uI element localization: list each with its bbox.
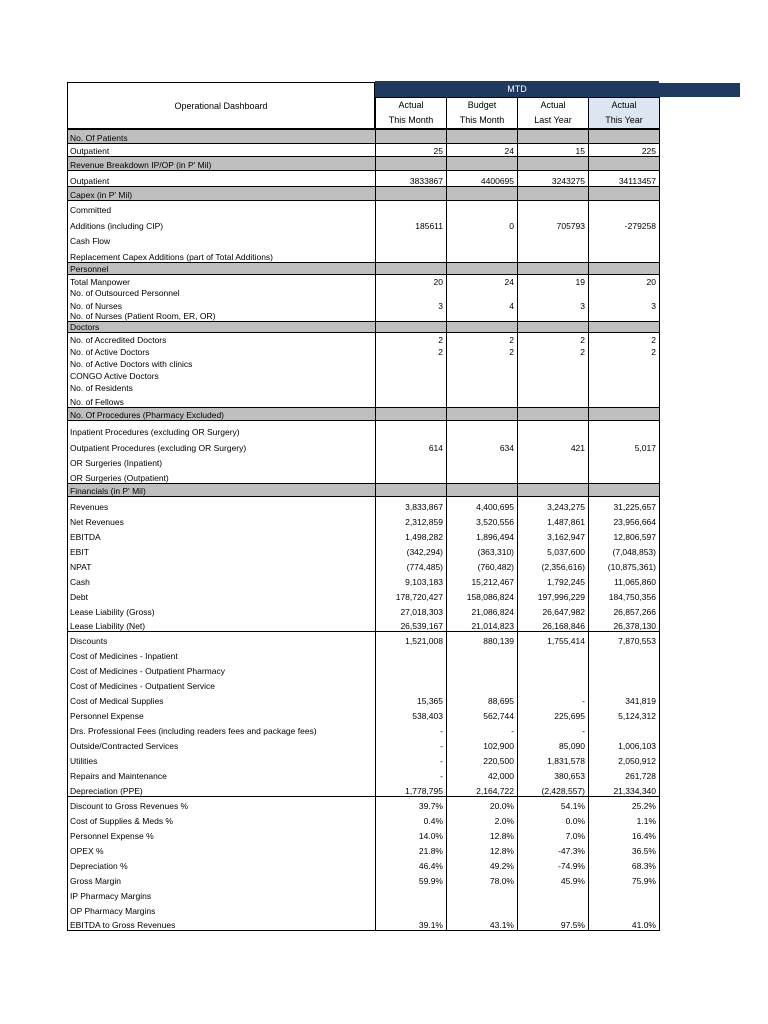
row-label: OR Surgeries (Inpatient) bbox=[70, 458, 163, 468]
row-value-col-4: 41.0% bbox=[631, 920, 656, 930]
row-value-col-3: 1,831,578 bbox=[547, 756, 585, 766]
column-divider bbox=[375, 129, 376, 930]
row-value-col-3: 85,090 bbox=[559, 741, 585, 751]
row-value-col-2: 24 bbox=[504, 146, 514, 156]
row-value-col-2: (760,482) bbox=[477, 562, 514, 572]
row-value-col-4: 68.3% bbox=[631, 861, 656, 871]
row-value-col-1: 1,778,795 bbox=[405, 786, 443, 796]
row-label: Cost of Medicines - Inpatient bbox=[70, 651, 178, 661]
row-value-col-2: 88,695 bbox=[488, 696, 514, 706]
table-row bbox=[67, 287, 660, 298]
row-value-col-2: 2.0% bbox=[494, 816, 514, 826]
row-value-col-2: 4 bbox=[509, 301, 514, 311]
table-row bbox=[67, 357, 660, 369]
table-row bbox=[67, 721, 660, 736]
row-value-col-4: 16.4% bbox=[631, 831, 656, 841]
col-header-actual-last-year: Actual Last Year bbox=[517, 97, 589, 129]
row-value-col-1: 39.7% bbox=[418, 801, 443, 811]
row-value-col-4: 225 bbox=[641, 146, 656, 156]
column-divider bbox=[517, 129, 518, 930]
row-value-col-3: 1,792,245 bbox=[547, 577, 585, 587]
group-divider bbox=[67, 631, 660, 632]
row-value-col-1: 3,833,867 bbox=[405, 502, 443, 512]
row-value-col-1: (342,294) bbox=[406, 547, 443, 557]
section-header-row bbox=[67, 156, 660, 171]
col-header-actual-this-month: Actual This Month bbox=[375, 97, 447, 129]
row-label: Doctors bbox=[70, 322, 100, 332]
row-label: EBITDA to Gross Revenues bbox=[70, 920, 176, 930]
row-value-col-2: 2 bbox=[509, 347, 514, 357]
table-row bbox=[67, 676, 660, 691]
row-label: Revenues bbox=[70, 502, 109, 512]
table-row bbox=[67, 298, 660, 311]
row-value-col-1: 185611 bbox=[415, 221, 443, 231]
row-value-col-3: 2 bbox=[580, 347, 585, 357]
row-value-col-2: (363,310) bbox=[477, 547, 514, 557]
row-value-col-2: 20.0% bbox=[489, 801, 514, 811]
row-label: Outpatient bbox=[70, 176, 110, 186]
table-row bbox=[67, 275, 660, 287]
row-value-col-4: 75.9% bbox=[631, 876, 656, 886]
mtd-header: MTD bbox=[375, 81, 659, 97]
row-value-col-2: 12.8% bbox=[489, 831, 514, 841]
row-label: Debt bbox=[70, 592, 88, 602]
table-row bbox=[67, 811, 660, 826]
table-row bbox=[67, 572, 660, 587]
row-label: Cash Flow bbox=[70, 236, 111, 246]
row-label: Discounts bbox=[70, 636, 108, 646]
row-value-col-2: 78.0% bbox=[489, 876, 514, 886]
row-value-col-1: 27,018,303 bbox=[400, 607, 443, 617]
row-label: Cash bbox=[70, 577, 90, 587]
row-value-col-4: 341,819 bbox=[625, 696, 656, 706]
table-row bbox=[67, 527, 660, 542]
row-value-col-1: - bbox=[440, 741, 443, 751]
row-value-col-1: 15,365 bbox=[417, 696, 443, 706]
row-label: Net Revenues bbox=[70, 517, 124, 527]
table-row bbox=[67, 468, 660, 483]
section-header-row bbox=[67, 262, 660, 275]
row-value-col-1: 1,521,008 bbox=[405, 636, 443, 646]
table-row bbox=[67, 661, 660, 676]
row-value-col-3: 1,487,861 bbox=[547, 517, 585, 527]
row-label: Depreciation (PPE) bbox=[70, 786, 143, 796]
row-label: Capex (in P' Mil) bbox=[70, 190, 133, 200]
table-row bbox=[67, 826, 660, 841]
row-value-col-4: 11,065,860 bbox=[614, 577, 656, 587]
row-value-col-1: 3 bbox=[438, 301, 443, 311]
row-value-col-4: 31,225,657 bbox=[613, 502, 656, 512]
row-value-col-2: 12.8% bbox=[489, 846, 514, 856]
row-value-col-4: 2 bbox=[651, 335, 656, 345]
row-value-col-2: 21,086,824 bbox=[471, 607, 514, 617]
row-value-col-4: 1.1% bbox=[636, 816, 656, 826]
section-header-row bbox=[67, 407, 660, 421]
table-row bbox=[67, 557, 660, 572]
row-label: No. of Active Doctors bbox=[70, 347, 150, 357]
section-header-row bbox=[67, 483, 660, 497]
row-value-col-3: 19 bbox=[575, 277, 585, 287]
row-value-col-2: 634 bbox=[499, 443, 514, 453]
column-divider bbox=[446, 129, 447, 930]
row-value-col-4: 36.5% bbox=[631, 846, 656, 856]
table-row bbox=[67, 886, 660, 901]
row-value-col-3: 197,996,229 bbox=[537, 592, 585, 602]
row-value-col-2: 24 bbox=[504, 277, 514, 287]
table-row bbox=[67, 617, 660, 631]
row-value-col-3: 7.0% bbox=[565, 831, 585, 841]
row-value-col-3: 705793 bbox=[556, 221, 585, 231]
table-row bbox=[67, 497, 660, 512]
row-label: No. of Outsourced Personnel bbox=[70, 288, 180, 298]
row-value-col-2: - bbox=[511, 726, 514, 736]
row-value-col-3: 26,647,982 bbox=[542, 607, 585, 617]
row-label: Outside/Contracted Services bbox=[70, 741, 179, 751]
row-value-col-4: 7,870,553 bbox=[618, 636, 656, 646]
row-value-col-2: 4,400,695 bbox=[476, 502, 514, 512]
row-value-col-1: 20 bbox=[433, 277, 443, 287]
row-value-col-1: - bbox=[440, 756, 443, 766]
row-value-col-4: 2 bbox=[651, 347, 656, 357]
row-label: No. Of Procedures (Pharmacy Excluded) bbox=[70, 410, 225, 420]
row-label: Revenue Breakdown IP/OP (in P' Mil) bbox=[70, 160, 212, 170]
row-label: Repairs and Maintenance bbox=[70, 771, 167, 781]
row-value-col-1: 59.9% bbox=[418, 876, 443, 886]
table-row bbox=[67, 333, 660, 345]
row-value-col-3: 380,653 bbox=[554, 771, 585, 781]
row-value-col-3: 3 bbox=[580, 301, 585, 311]
table-row bbox=[67, 587, 660, 602]
row-value-col-3: 225,695 bbox=[554, 711, 585, 721]
row-value-col-3: 421 bbox=[570, 443, 585, 453]
row-value-col-3: 15 bbox=[575, 146, 585, 156]
row-value-col-1: 3833867 bbox=[409, 176, 443, 186]
row-value-col-2: 0 bbox=[509, 221, 514, 231]
row-label: Discount to Gross Revenues % bbox=[70, 801, 189, 811]
row-value-col-1: 538,403 bbox=[412, 711, 443, 721]
row-value-col-2: 1,896,494 bbox=[476, 532, 514, 542]
table-bottom-border bbox=[67, 930, 660, 931]
row-label: Lease Liability (Net) bbox=[70, 621, 146, 631]
row-value-col-1: - bbox=[440, 726, 443, 736]
row-label: No. of Active Doctors with clinics bbox=[70, 359, 193, 369]
table-row bbox=[67, 311, 660, 321]
table-row bbox=[67, 916, 660, 930]
row-label: Utilities bbox=[70, 756, 98, 766]
col-header-actual-this-year: Actual This Year bbox=[588, 97, 660, 129]
row-value-col-1: 21.8% bbox=[418, 846, 443, 856]
row-value-col-3: 3,162,947 bbox=[547, 532, 585, 542]
row-value-col-3: 97.5% bbox=[560, 920, 585, 930]
row-label: No. Of Patients bbox=[70, 133, 128, 143]
table-row bbox=[67, 345, 660, 357]
row-label: Drs. Professional Fees (including readers fees and package fees) bbox=[70, 726, 317, 736]
row-value-col-3: 5,037,600 bbox=[547, 547, 585, 557]
row-value-col-2: 158,086,824 bbox=[466, 592, 514, 602]
row-value-col-4: 25.2% bbox=[631, 801, 656, 811]
row-value-col-2: 42,000 bbox=[488, 771, 514, 781]
table-row bbox=[67, 796, 660, 811]
table-row bbox=[67, 381, 660, 393]
row-value-col-1: 2 bbox=[438, 335, 443, 345]
table-row bbox=[67, 512, 660, 527]
row-label: Outpatient Procedures (excluding OR Surgery) bbox=[70, 443, 247, 453]
row-value-col-4: 21,334,340 bbox=[613, 786, 656, 796]
row-value-col-3: -74.9% bbox=[558, 861, 585, 871]
table-row bbox=[67, 766, 660, 781]
row-label: EBITDA bbox=[70, 532, 101, 542]
row-value-col-1: 46.4% bbox=[418, 861, 443, 871]
row-value-col-4: 20 bbox=[646, 277, 656, 287]
row-value-col-4: 23,956,664 bbox=[613, 517, 656, 527]
row-value-col-3: 3243275 bbox=[551, 176, 585, 186]
row-value-col-1: 9,103,183 bbox=[405, 577, 443, 587]
row-label: Additions (including CIP) bbox=[70, 221, 164, 231]
row-value-col-4: -279258 bbox=[624, 221, 656, 231]
table-row bbox=[67, 691, 660, 706]
table-row bbox=[67, 231, 660, 246]
row-label: No. of Accredited Doctors bbox=[70, 335, 167, 345]
row-value-col-4: 2,050,912 bbox=[618, 756, 656, 766]
row-label: Gross Margin bbox=[70, 876, 122, 886]
row-value-col-1: 26,539,167 bbox=[400, 621, 443, 631]
table-row bbox=[67, 901, 660, 916]
table-row bbox=[67, 393, 660, 407]
row-label: Replacement Capex Additions (part of Total Additions) bbox=[70, 252, 274, 262]
row-value-col-4: 5,017 bbox=[634, 443, 656, 453]
row-value-col-3: -47.3% bbox=[558, 846, 585, 856]
row-value-col-4: (10,875,361) bbox=[607, 562, 656, 572]
row-value-col-1: 2,312,859 bbox=[405, 517, 443, 527]
header-accent-bar bbox=[659, 83, 740, 97]
dashboard-title: Operational Dashboard bbox=[67, 82, 375, 129]
row-value-col-3: - bbox=[582, 696, 585, 706]
row-label: Cost of Medical Supplies bbox=[70, 696, 164, 706]
row-value-col-1: 14.0% bbox=[418, 831, 443, 841]
table-row bbox=[67, 736, 660, 751]
row-value-col-2: 3,520,556 bbox=[476, 517, 514, 527]
section-header-row bbox=[67, 129, 660, 144]
row-value-col-1: 39.1% bbox=[418, 920, 443, 930]
row-value-col-3: 2 bbox=[580, 335, 585, 345]
row-label: Cost of Medicines - Outpatient Service bbox=[70, 681, 216, 691]
table-row bbox=[67, 369, 660, 381]
row-value-col-3: 54.1% bbox=[560, 801, 585, 811]
row-label: No. of Fellows bbox=[70, 397, 124, 407]
row-label: Personnel bbox=[70, 264, 109, 274]
row-value-col-1: (774,485) bbox=[406, 562, 443, 572]
row-label: Inpatient Procedures (excluding OR Surgery) bbox=[70, 427, 240, 437]
table-row bbox=[67, 751, 660, 766]
row-label: Personnel Expense % bbox=[70, 831, 154, 841]
table-row bbox=[67, 856, 660, 871]
row-value-col-2: 21,014,823 bbox=[471, 621, 514, 631]
row-label: Committed bbox=[70, 205, 112, 215]
row-label: Cost of Medicines - Outpatient Pharmacy bbox=[70, 666, 225, 676]
row-value-col-2: 2 bbox=[509, 335, 514, 345]
row-value-col-1: - bbox=[440, 771, 443, 781]
row-value-col-1: 25 bbox=[433, 146, 443, 156]
table-row bbox=[67, 646, 660, 661]
row-label: No. of Nurses bbox=[70, 301, 122, 311]
table-row bbox=[67, 706, 660, 721]
row-value-col-4: 184,750,356 bbox=[608, 592, 656, 602]
row-value-col-1: 2 bbox=[438, 347, 443, 357]
table-row bbox=[67, 201, 660, 215]
table-row bbox=[67, 421, 660, 437]
row-label: OP Pharmacy Margins bbox=[70, 906, 156, 916]
row-value-col-1: 1,498,282 bbox=[405, 532, 443, 542]
table-row bbox=[67, 871, 660, 886]
row-label: No. of Nurses (Patient Room, ER, OR) bbox=[70, 311, 216, 321]
row-value-col-2: 4400695 bbox=[480, 176, 514, 186]
table-row bbox=[67, 542, 660, 557]
row-value-col-3: - bbox=[582, 726, 585, 736]
row-value-col-4: 261,728 bbox=[625, 771, 656, 781]
group-divider bbox=[67, 796, 660, 797]
row-label: Personnel Expense bbox=[70, 711, 144, 721]
column-divider bbox=[588, 129, 589, 930]
row-value-col-4: 12,806,597 bbox=[613, 532, 656, 542]
row-label: Financials (in P' Mil) bbox=[70, 486, 146, 496]
row-value-col-2: 880,139 bbox=[483, 636, 514, 646]
row-value-col-2: 102,900 bbox=[483, 741, 514, 751]
table-row bbox=[67, 602, 660, 617]
table-row bbox=[67, 437, 660, 453]
row-label: OPEX % bbox=[70, 846, 104, 856]
section-header-row bbox=[67, 186, 660, 201]
row-value-col-4: 34113457 bbox=[618, 176, 656, 186]
row-label: EBIT bbox=[70, 547, 89, 557]
table-row bbox=[67, 453, 660, 468]
row-value-col-1: 0.4% bbox=[423, 816, 443, 826]
row-value-col-2: 562,744 bbox=[483, 711, 514, 721]
row-label: CONGO Active Doctors bbox=[70, 371, 159, 381]
row-value-col-4: 1,006,103 bbox=[618, 741, 656, 751]
table-row bbox=[67, 246, 660, 262]
row-value-col-3: 1,755,414 bbox=[547, 636, 585, 646]
row-value-col-4: 3 bbox=[651, 301, 656, 311]
row-value-col-3: 3,243,275 bbox=[547, 502, 585, 512]
row-label: No. of Residents bbox=[70, 383, 133, 393]
table-row bbox=[67, 144, 660, 156]
section-header-row bbox=[67, 321, 660, 333]
row-label: Cost of Supplies & Meds % bbox=[70, 816, 173, 826]
row-value-col-1: 614 bbox=[428, 443, 443, 453]
row-label: OR Surgeries (Outpatient) bbox=[70, 473, 169, 483]
row-value-col-3: (2,356,616) bbox=[541, 562, 585, 572]
row-label: Depreciation % bbox=[70, 861, 128, 871]
row-value-col-4: (7,048,853) bbox=[612, 547, 656, 557]
table-row bbox=[67, 631, 660, 646]
table-row bbox=[67, 171, 660, 186]
row-label: Lease Liability (Gross) bbox=[70, 607, 155, 617]
row-value-col-3: (2,428,557) bbox=[541, 786, 585, 796]
row-value-col-4: 26,378,130 bbox=[613, 621, 656, 631]
row-label: IP Pharmacy Margins bbox=[70, 891, 152, 901]
row-value-col-2: 2,164,722 bbox=[476, 786, 514, 796]
row-label: Total Manpower bbox=[70, 277, 131, 287]
row-value-col-3: 45.9% bbox=[560, 876, 585, 886]
table-row bbox=[67, 781, 660, 796]
row-value-col-2: 220,500 bbox=[483, 756, 514, 766]
row-value-col-4: 5,124,312 bbox=[618, 711, 656, 721]
table-row bbox=[67, 215, 660, 231]
row-label: Outpatient bbox=[70, 146, 110, 156]
row-value-col-1: 178,720,427 bbox=[395, 592, 443, 602]
row-value-col-2: 15,212,467 bbox=[471, 577, 514, 587]
row-label: NPAT bbox=[70, 562, 92, 572]
row-value-col-2: 49.2% bbox=[489, 861, 514, 871]
row-value-col-3: 0.0% bbox=[565, 816, 585, 826]
table-row bbox=[67, 841, 660, 856]
col-header-budget-this-month: Budget This Month bbox=[446, 97, 518, 129]
row-value-col-2: 43.1% bbox=[489, 920, 514, 930]
row-value-col-4: 26,857,266 bbox=[613, 607, 656, 617]
row-value-col-3: 26,168,846 bbox=[542, 621, 585, 631]
